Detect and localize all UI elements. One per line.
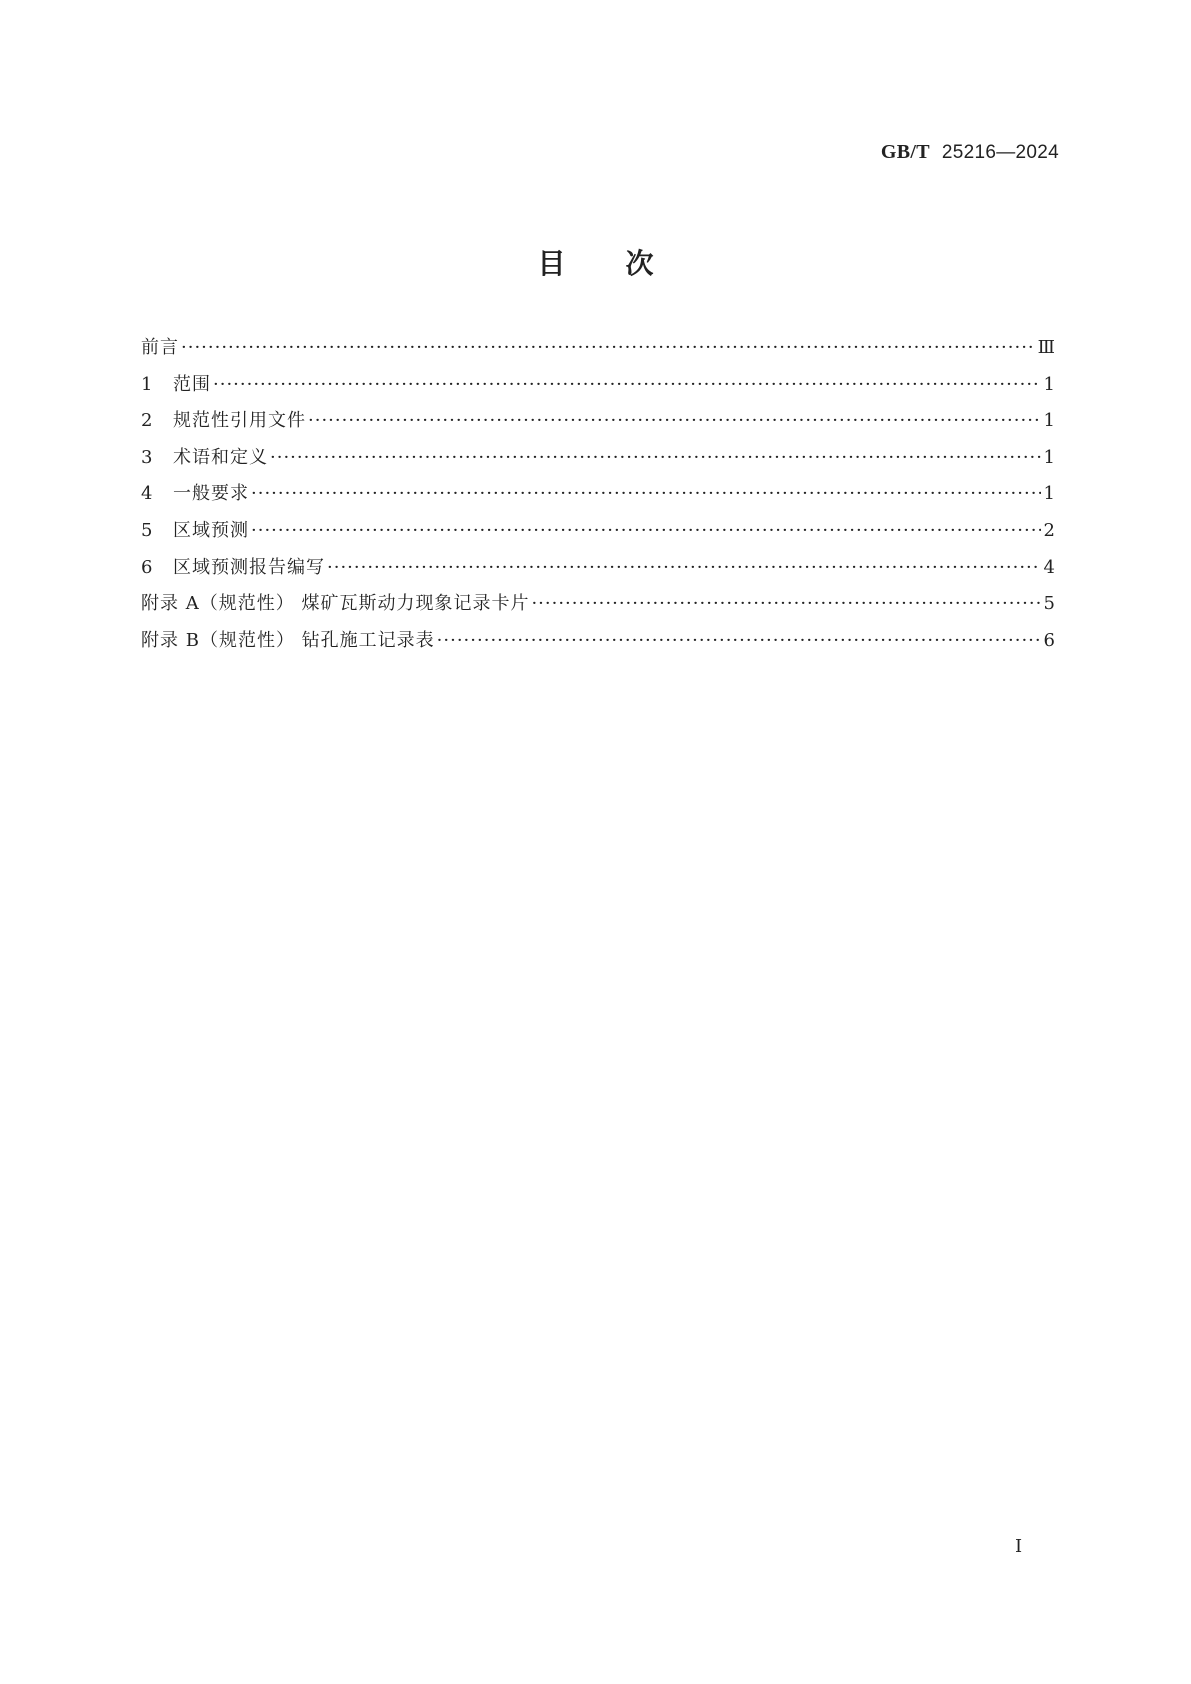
toc-entry-page: 1 — [1043, 373, 1055, 395]
toc-entry-page: Ⅲ — [1037, 337, 1055, 358]
toc-entry-number: 4 — [141, 483, 153, 505]
toc-entry-number: 3 — [141, 446, 153, 468]
toc-entry-number: 6 — [141, 556, 153, 578]
toc-entry-title: 附录 B（规范性） 钻孔施工记录表 — [141, 629, 435, 651]
toc-entry-title: 术语和定义 — [173, 446, 268, 468]
toc-entry-page: 1 — [1043, 483, 1055, 505]
toc-entry-page: 6 — [1043, 629, 1055, 651]
toc-entry-title: 附录 A（规范性） 煤矿瓦斯动力现象记录卡片 — [141, 593, 530, 615]
table-of-contents — [141, 336, 1055, 665]
page-number: I — [1015, 1536, 1023, 1557]
page-title: 目次 — [537, 247, 714, 280]
toc-dot-leader — [327, 556, 1041, 580]
toc-entry-scope[interactable] — [141, 373, 1055, 410]
standard-number: 25216—2024 — [941, 142, 1059, 163]
toc-entry-title: 区域预测 — [173, 519, 249, 541]
toc-entry-page: 5 — [1043, 593, 1055, 615]
toc-entry-title: 区域预测报告编写 — [173, 556, 325, 578]
toc-dot-leader — [308, 409, 1041, 433]
toc-entry-general-requirements[interactable] — [141, 482, 1055, 519]
toc-entry-title: 一般要求 — [173, 483, 249, 505]
toc-entry-number: 1 — [141, 373, 153, 395]
toc-entry-annex-b[interactable] — [141, 629, 1055, 666]
toc-dot-leader — [270, 446, 1041, 470]
toc-entry-regional-prediction[interactable] — [141, 519, 1055, 556]
toc-entry-page: 2 — [1043, 519, 1055, 541]
toc-dot-leader — [251, 482, 1041, 506]
toc-entry-title: 前言 — [141, 337, 179, 358]
toc-entry-terms-definitions[interactable] — [141, 446, 1055, 483]
toc-dot-leader — [437, 629, 1041, 653]
toc-entry-number: 2 — [141, 410, 153, 432]
toc-dot-leader — [251, 519, 1041, 543]
toc-entry-normative-references[interactable] — [141, 409, 1055, 446]
standard-code — [881, 141, 1059, 164]
toc-dot-leader — [531, 592, 1041, 616]
toc-entry-page: 1 — [1043, 446, 1055, 468]
toc-entry-annex-a[interactable] — [141, 592, 1055, 629]
toc-dot-leader — [181, 336, 1036, 360]
toc-entry-title: 范围 — [173, 373, 211, 395]
standard-prefix: GB/T — [880, 141, 930, 163]
toc-entry-title: 规范性引用文件 — [173, 410, 306, 432]
toc-entry-prediction-report[interactable] — [141, 556, 1055, 593]
toc-entry-foreword[interactable] — [141, 336, 1055, 373]
toc-entry-number: 5 — [141, 519, 153, 541]
toc-dot-leader — [213, 373, 1041, 397]
toc-entry-page: 1 — [1043, 410, 1055, 432]
toc-entry-page: 4 — [1043, 556, 1055, 578]
